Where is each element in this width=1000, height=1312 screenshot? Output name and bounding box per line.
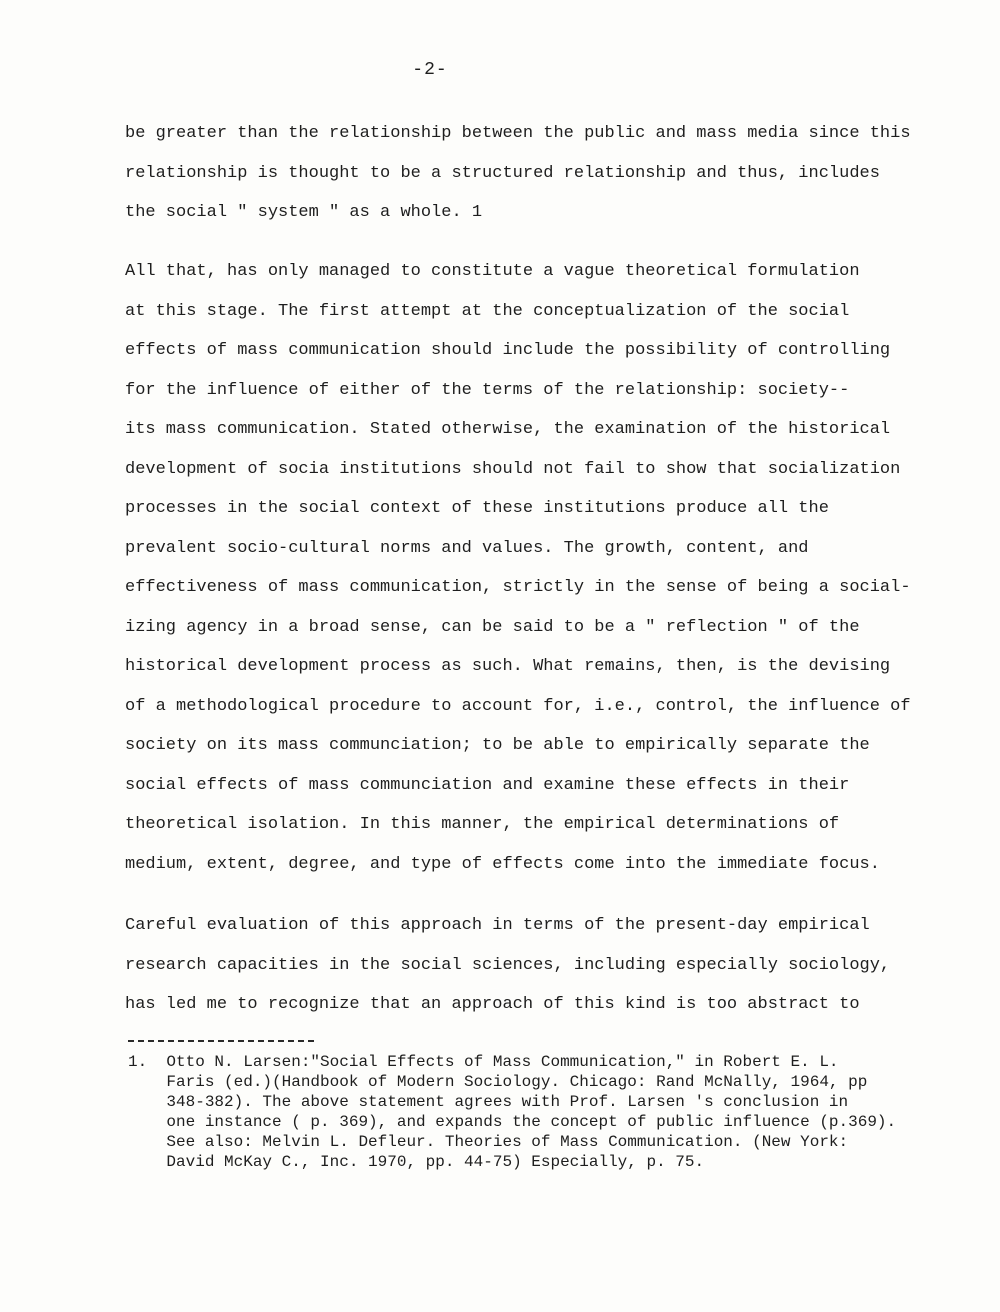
text-line: theoretical isolation. In this manner, the empirical determinations of <box>125 815 840 834</box>
text-line: processes in the social context of these institutions produce all the <box>125 499 829 518</box>
footnote-divider <box>128 1040 314 1042</box>
text-line: research capacities in the social sciences, including especially sociology, <box>125 955 891 975</box>
text-line: relationship is thought to be a structured relationship and thus, includes <box>125 163 880 183</box>
footnote-line: 1. Otto N. Larsen:"Social Effects of Mass Communication," in Robert E. L. <box>128 1053 839 1071</box>
text-line: the social " system " as a whole. 1 <box>125 203 483 222</box>
text-line: medium, extent, degree, and type of effects come into the immediate focus. <box>125 854 880 874</box>
text-line: effectiveness of mass communication, strictly in the sense of being a social- <box>125 578 911 597</box>
footnote-line: one instance ( p. 369), and expands the concept of public influence (p.369). <box>128 1113 897 1131</box>
text-line: social effects of mass communciation and examine these effects in their <box>125 775 850 795</box>
text-line: its mass communication. Stated otherwise, the examination of the historical <box>125 420 891 439</box>
text-line: for the influence of either of the terms of the relationship: society-- <box>125 380 850 400</box>
footnote-line: 348-382). The above statement agrees with Prof. Larsen 's conclusion in <box>128 1093 849 1111</box>
paragraph-2 <box>125 252 911 884</box>
text-line: All that, has only managed to constitute a vague theoretical formulation <box>125 262 860 281</box>
text-line: at this stage. The first attempt at the conceptualization of the social <box>125 301 850 321</box>
text-line: effects of mass communication should include the possibility of controlling <box>125 341 891 360</box>
paragraph-3 <box>125 906 890 1025</box>
text-line: of a methodological procedure to account for, i.e., control, the influence of <box>125 696 911 716</box>
footnote <box>128 1052 896 1172</box>
text-line: be greater than the relationship between the public and mass media since this <box>125 124 911 143</box>
footnote-line: Faris (ed.)(Handbook of Modern Sociology. Chicago: Rand McNally, 1964, pp <box>128 1073 868 1091</box>
page-number: -2- <box>412 60 448 80</box>
footnote-line: See also: Melvin L. Defleur. Theories of Mass Communication. (New York: <box>128 1133 849 1151</box>
text-line: Careful evaluation of this approach in terms of the present-day empirical <box>125 916 870 935</box>
text-line: prevalent socio-cultural norms and values. The growth, content, and <box>125 538 809 558</box>
text-line: development of socia institutions should not fail to show that socialization <box>125 459 901 479</box>
text-line: society on its mass communciation; to be able to empirically separate the <box>125 736 870 755</box>
text-line: izing agency in a broad sense, can be said to be a " reflection " of the <box>125 617 860 637</box>
paragraph-1 <box>125 114 911 233</box>
text-line: historical development process as such. What remains, then, is the devising <box>125 657 891 676</box>
footnote-line: David McKay C., Inc. 1970, pp. 44-75) Especially, p. 75. <box>128 1153 705 1171</box>
text-line: has led me to recognize that an approach of this kind is too abstract to <box>125 995 860 1014</box>
